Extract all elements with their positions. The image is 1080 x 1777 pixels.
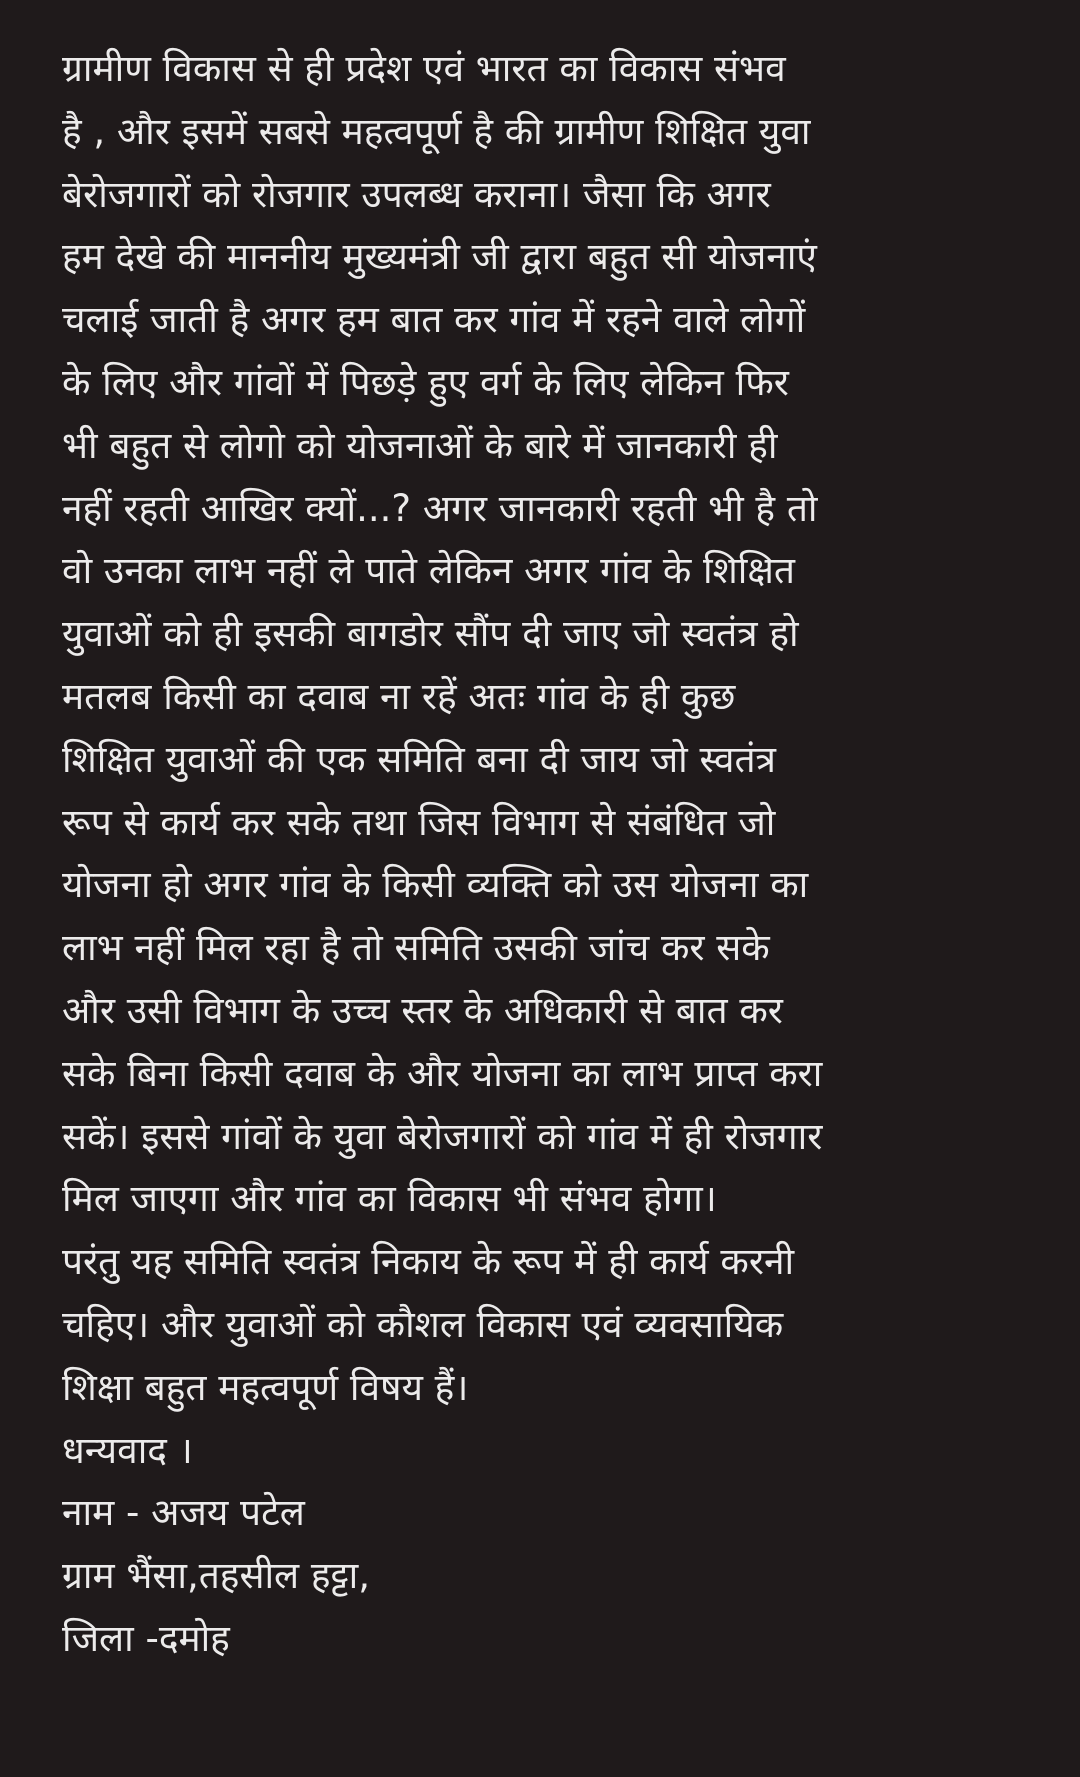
text-line: परंतु यह समिति स्वतंत्र निकाय के रूप में ही कार्य करनी [62,1240,795,1284]
text-line: नहीं रहती आखिर क्यों...? अगर जानकारी रहती भी है तो [62,486,818,530]
text-line: के लिए और गांवों में पिछड़े हुए वर्ग के लिए लेकिन फिर [62,360,789,404]
signature-name: नाम - अजय पटेल [62,1491,305,1535]
text-line: ग्रामीण विकास से ही प्रदेश एवं भारत का विकास संभव [62,47,786,90]
text-line: बेरोजगारों को रोजगार उपलब्ध कराना। जैसा कि अगर [62,172,771,216]
text-line: सकें। इससे गांवों के युवा बेरोजगारों को गांव में ही रोजगार [62,1114,823,1158]
text-line: शिक्षित युवाओं की एक समिति बना दी जाय जो स्वतंत्र [62,737,776,781]
text-line: हम देखे की माननीय मुख्यमंत्री जी द्वारा बहुत सी योजनाएं [62,235,817,279]
signature-village: ग्राम भैंसा,तहसील हट्टा, [62,1554,370,1598]
text-line: और उसी विभाग के उच्च स्तर के अधिकारी से बात कर [62,988,783,1032]
text-line: मिल जाएगा और गांव का विकास भी संभव होगा। [62,1177,717,1221]
text-line: लाभ नहीं मिल रहा है तो समिति उसकी जांच कर सके [62,926,770,970]
text-line: युवाओं को ही इसकी बागडोर सौंप दी जाए जो स्वतंत्र हो [62,612,799,656]
text-line: शिक्षा बहुत महत्वपूर्ण विषय हैं। [62,1365,469,1409]
text-line: चलाई जाती है अगर हम बात कर गांव में रहने वाले लोगों [62,298,806,342]
closing-thanks: धन्यवाद । [62,1428,193,1472]
document-body [62,38,1062,1671]
text-line: वो उनका लाभ नहीं ले पाते लेकिन अगर गांव के शिक्षित [62,549,795,593]
text-line: है , और इसमें सबसे महत्वपूर्ण है की ग्रामीण शिक्षित युवा [62,109,811,153]
text-line: योजना हो अगर गांव के किसी व्यक्ति को उस योजना का [62,863,809,907]
signature-district: जिला -दमोह [62,1616,230,1660]
text-line: रूप से कार्य कर सके तथा जिस विभाग से संबंधित जो [62,800,776,844]
text-line: मतलब किसी का दवाब ना रहें अतः गांव के ही कुछ [62,674,736,718]
text-line: सके बिना किसी दवाब के और योजना का लाभ प्राप्त करा [62,1051,823,1095]
text-line: भी बहुत से लोगो को योजनाओं के बारे में जानकारी ही [62,423,778,467]
text-line: चहिए। और युवाओं को कौशल विकास एवं व्यवसायिक [62,1302,784,1346]
